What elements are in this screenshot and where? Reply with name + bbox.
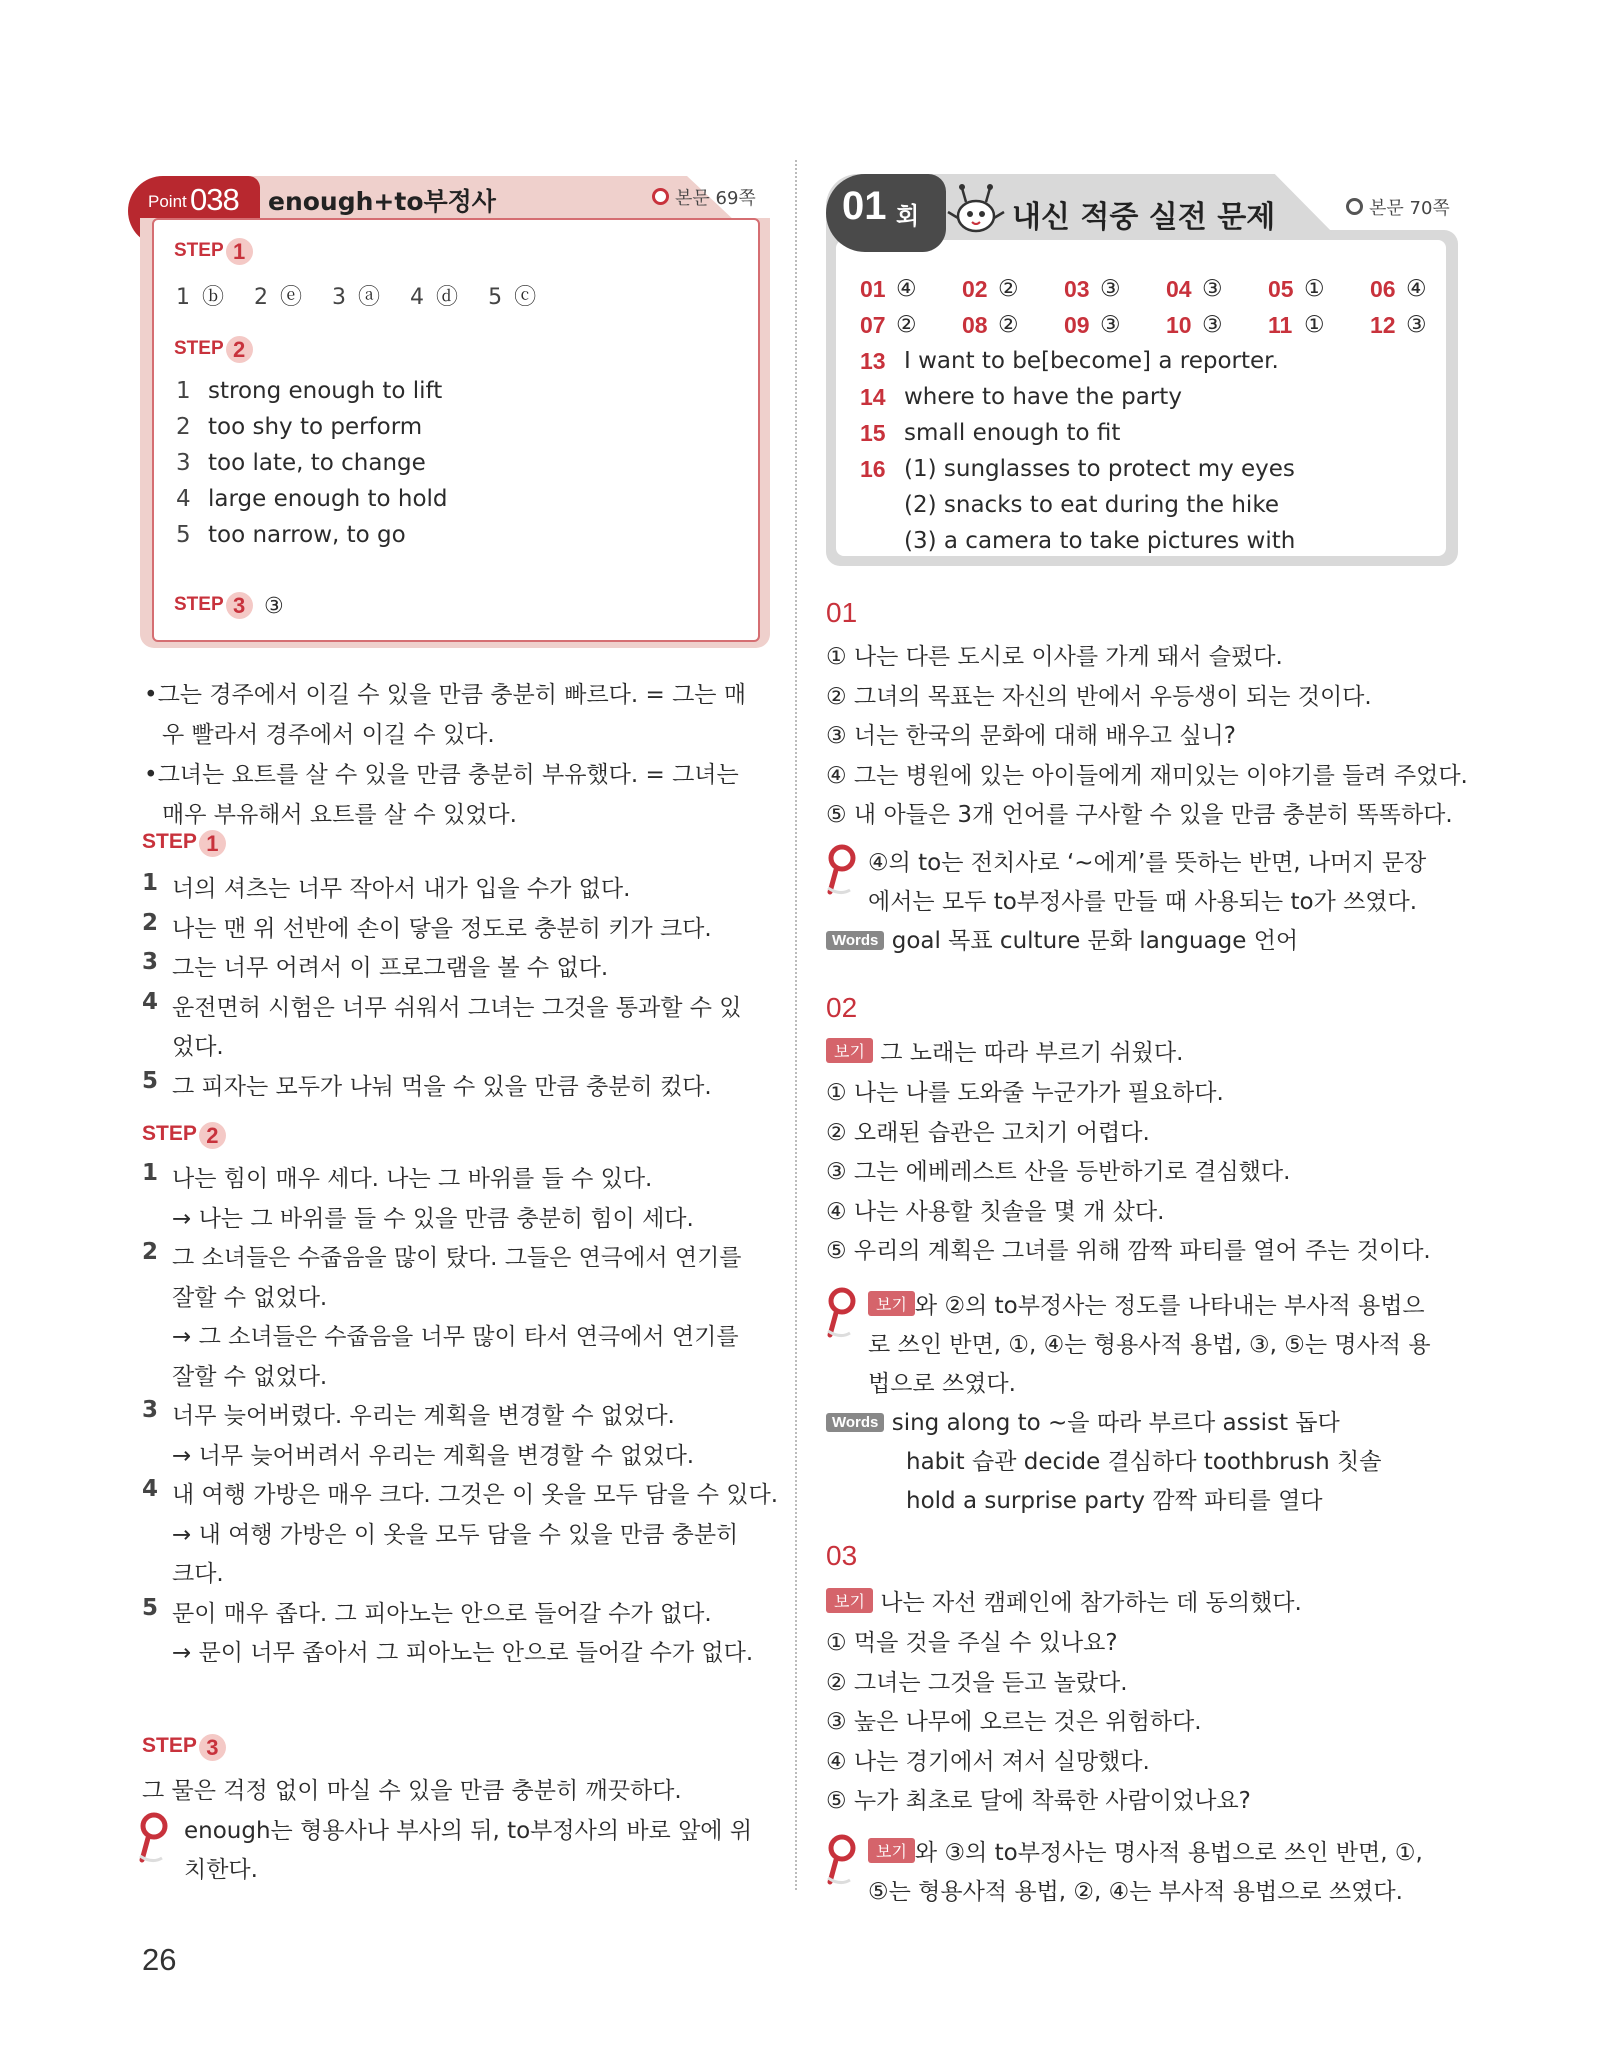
magnifier-tip-icon <box>826 1834 858 1886</box>
answer-key-choice: ① <box>1304 276 1325 302</box>
answer-box-inner <box>152 218 760 642</box>
answer-key-choice: ④ <box>896 276 917 302</box>
bullet-circle-icon <box>1346 198 1363 215</box>
item-text: → 너무 늦어버려서 우리는 계획을 변경할 수 없었다. <box>172 1442 695 1469</box>
question-03-title: 03 <box>826 1540 858 1571</box>
question-03-note-line1: 보기 와 ③의 to부정사는 명사적 용법으로 쓰인 반면, ①, <box>868 1834 1423 1867</box>
item-text: 너무 늦어버렸다. 우리는 계획을 변경할 수 없었다. <box>172 1403 675 1429</box>
page-reference: 본문 70쪽 <box>1346 194 1450 220</box>
answer-number: 3 <box>332 285 347 310</box>
answer-key-choice: ③ <box>1202 312 1223 338</box>
answer-key-number: 05 <box>1268 276 1294 302</box>
item-number: 4 <box>142 1476 159 1502</box>
answer-key-choice: ③ <box>1202 276 1223 302</box>
item-text: 잘할 수 없었다. <box>172 1363 328 1390</box>
question-02-note-line2: 로 쓰인 반면, ①, ④는 형용사적 용법, ③, ⑤는 명사적 용 <box>868 1332 1431 1358</box>
option-line: ④ 그는 병원에 있는 아이들에게 재미있는 이야기를 들려 주었다. <box>826 762 1468 789</box>
question-03-note-line2: ⑤는 형용사적 용법, ②, ④는 부사적 용법으로 쓰였다. <box>868 1879 1403 1905</box>
answer-key-box <box>826 230 1458 566</box>
item-text: 었다. <box>172 1034 224 1060</box>
answer-key-number: 11 <box>1268 312 1293 338</box>
answer-key-choice: ④ <box>1406 276 1427 302</box>
question-03-example: 보기 나는 자선 캠페인에 참가하는 데 동의했다. <box>826 1584 1302 1617</box>
option-line: ③ 높은 나무에 오르는 것은 위험하다. <box>826 1709 1202 1735</box>
answer-key-number: 08 <box>962 312 988 338</box>
answer-key-choice: ① <box>1304 312 1325 338</box>
item-text: 그는 너무 어려서 이 프로그램을 볼 수 없다. <box>172 955 609 981</box>
question-02-words: Words sing along to ~을 따라 부르다 assist 돕다 <box>826 1404 1340 1437</box>
answer-key-choice: ② <box>998 312 1019 338</box>
step2-label: STEP 2 <box>174 336 253 363</box>
answer-key-number: 16 <box>860 456 886 482</box>
mascot-icon <box>944 182 1008 238</box>
option-line: ② 그녀는 그것을 듣고 놀랐다. <box>826 1669 1128 1696</box>
bullet-circle-icon <box>652 188 669 205</box>
item-text: → 문이 너무 좁아서 그 피아노는 안으로 들어갈 수가 없다. <box>172 1640 754 1666</box>
answer-key-text: (2) snacks to eat during the hike <box>904 492 1279 518</box>
step3-label: STEP 3 <box>174 592 253 619</box>
question-02-note-line1: 보기 와 ②의 to부정사는 정도를 나타내는 부사적 용법으 <box>868 1287 1425 1320</box>
bullet-line: •그는 경주에서 이길 수 있을 만큼 충분히 빠르다. = 그는 매 <box>144 682 747 708</box>
answer-key-text: (3) a camera to take pictures with <box>904 528 1296 554</box>
bullet-line: •그녀는 요트를 살 수 있을 만큼 충분히 부유했다. = 그녀는 <box>144 762 739 788</box>
page-reference: 본문 69쪽 <box>652 184 756 210</box>
answer-number: 2 <box>254 285 269 310</box>
step1-heading: STEP 1 <box>142 830 226 857</box>
item-number: 3 <box>142 1397 159 1423</box>
item-text: 나는 힘이 매우 세다. 나는 그 바위를 들 수 있다. <box>172 1166 653 1192</box>
answer-text: large enough to hold <box>208 486 448 512</box>
question-02-example: 보기 그 노래는 따라 부르기 쉬웠다. <box>826 1034 1183 1067</box>
answer-key-inner <box>836 240 1446 556</box>
question-02-words-line3: hold a surprise party 깜짝 파티를 열다 <box>906 1488 1323 1514</box>
option-line: ④ 나는 경기에서 져서 실망했다. <box>826 1748 1150 1775</box>
answer-choice: ⓔ <box>280 285 303 310</box>
answer-key-text: where to have the party <box>904 384 1182 410</box>
item-text: 크다. <box>172 1561 224 1587</box>
item-number: 2 <box>142 909 159 936</box>
point-number: 038 <box>190 182 239 217</box>
answer-box <box>140 218 770 648</box>
answer-key-number: 15 <box>860 420 886 446</box>
answer-choice: ⓐ <box>358 285 381 310</box>
answer-key-text: I want to be[become] a reporter. <box>904 348 1279 374</box>
answer-number: 3 <box>176 450 191 476</box>
item-number: 3 <box>142 949 159 975</box>
step1-label: STEP 1 <box>174 238 253 265</box>
question-01-title: 01 <box>826 597 858 628</box>
option-line: ⑤ 내 아들은 3개 언어를 구사할 수 있을 만큼 충분히 똑똑하다. <box>826 802 1453 828</box>
answer-key-choice: ② <box>896 312 917 338</box>
answer-key-number: 02 <box>962 276 988 302</box>
step2-heading: STEP 2 <box>142 1122 226 1149</box>
item-number: 5 <box>142 1067 159 1094</box>
question-02-title: 02 <box>826 992 858 1023</box>
option-line: ⑤ 우리의 계획은 그녀를 위해 깜짝 파티를 열어 주는 것이다. <box>826 1238 1431 1264</box>
answer-text: too narrow, to go <box>208 522 406 548</box>
answer-key-number: 10 <box>1166 312 1192 338</box>
item-number: 1 <box>142 870 159 896</box>
item-text: → 내 여행 가방은 이 옷을 모두 담을 수 있을 만큼 충분히 <box>172 1521 739 1548</box>
question-01-note-line2: 에서는 모두 to부정사를 만들 때 사용되는 to가 쓰였다. <box>868 889 1418 915</box>
step3-note-line1: enough는 형용사나 부사의 뒤, to부정사의 바로 앞에 위 <box>184 1818 753 1844</box>
answer-choice: ⓑ <box>202 285 225 310</box>
option-line: ② 그녀의 목표는 자신의 반에서 우등생이 되는 것이다. <box>826 683 1372 710</box>
answer-key-choice: ③ <box>1100 276 1121 302</box>
bullet-line: 우 빨라서 경주에서 이길 수 있다. <box>162 722 495 748</box>
answer-key-choice: ② <box>998 276 1019 302</box>
option-line: ③ 그는 에베레스트 산을 등반하기로 결심했다. <box>826 1159 1291 1185</box>
answer-key-number: 12 <box>1370 312 1396 338</box>
point-header <box>142 172 762 224</box>
round-badge <box>826 174 946 252</box>
item-number: 1 <box>142 1160 159 1186</box>
answer-number: 4 <box>176 486 191 512</box>
answer-key-text: small enough to fit <box>904 420 1121 446</box>
point-label: Point <box>148 192 187 211</box>
item-number: 2 <box>142 1239 159 1265</box>
answer-key-number: 03 <box>1064 276 1090 302</box>
item-text: 내 여행 가방은 매우 크다. 그것은 이 옷을 모두 담을 수 있다. <box>172 1482 779 1508</box>
answer-key-number: 06 <box>1370 276 1396 302</box>
option-line: ② 오래된 습관은 고치기 어렵다. <box>826 1119 1150 1146</box>
answer-key-number: 14 <box>860 384 886 410</box>
answer-key-number: 07 <box>860 312 886 338</box>
step3-heading: STEP 3 <box>142 1734 226 1761</box>
answer-key-text: (1) sunglasses to protect my eyes <box>904 456 1295 482</box>
step3-note-line2: 치한다. <box>184 1857 258 1883</box>
item-text: 문이 매우 좁다. 그 피아노는 안으로 들어갈 수가 없다. <box>172 1600 712 1627</box>
exam-title: 내신 적중 실전 문제 <box>1012 200 1276 235</box>
item-text: → 나는 그 바위를 들 수 있을 만큼 충분히 힘이 세다. <box>172 1205 694 1232</box>
answer-number: 4 <box>410 285 425 310</box>
step3-translation: 그 물은 걱정 없이 마실 수 있을 만큼 충분히 깨끗하다. <box>142 1778 682 1804</box>
magnifier-tip-icon <box>826 844 858 896</box>
option-line: ③ 너는 한국의 문화에 대해 배우고 싶니? <box>826 723 1236 749</box>
option-line: ① 나는 나를 도와줄 누군가가 필요하다. <box>826 1080 1224 1106</box>
item-text: 운전면허 시험은 너무 쉬워서 그녀는 그것을 통과할 수 있 <box>172 994 742 1021</box>
question-01-note-line1: ④의 to는 전치사로 ‘~에게’를 뜻하는 반면, 나머지 문장 <box>868 850 1427 876</box>
answer-key-number: 13 <box>860 348 886 374</box>
option-line: ① 나는 다른 도시로 이사를 가게 돼서 슬펐다. <box>826 644 1283 670</box>
answer-number: 5 <box>488 285 503 310</box>
magnifier-tip-icon <box>138 1812 170 1864</box>
answer-number: 1 <box>176 378 191 404</box>
item-text: 너의 셔츠는 너무 작아서 내가 입을 수가 없다. <box>172 876 631 902</box>
bullet-line: 매우 부유해서 요트를 살 수 있었다. <box>162 802 517 828</box>
item-text: 그 피자는 모두가 나눠 먹을 수 있을 만큼 충분히 컸다. <box>172 1073 712 1100</box>
answer-key-choice: ③ <box>1100 312 1121 338</box>
answer-key-number: 09 <box>1064 312 1090 338</box>
answer-text: too late, to change <box>208 450 426 476</box>
column-divider <box>795 160 797 1890</box>
magnifier-tip-icon <box>826 1287 858 1339</box>
page-number: 26 <box>142 1942 177 1977</box>
answer-text: too shy to perform <box>208 414 423 440</box>
answer-text: strong enough to lift <box>208 378 443 404</box>
answer-key-number: 04 <box>1166 276 1192 302</box>
answer-key-number: 01 <box>860 276 886 302</box>
round-number: 01 <box>842 184 887 228</box>
item-text: → 그 소녀들은 수줍음을 너무 많이 타서 연극에서 연기를 <box>172 1324 739 1350</box>
item-number: 5 <box>142 1594 159 1621</box>
point-title: enough+to부정사 <box>268 187 496 216</box>
step1-answers <box>176 280 536 311</box>
item-text: 나는 맨 위 선반에 손이 닿을 정도로 충분히 키가 크다. <box>172 915 712 942</box>
option-line: ① 먹을 것을 주실 수 있나요? <box>826 1630 1118 1656</box>
round-suffix: 회 <box>896 202 920 230</box>
question-01-words: Words goal 목표 culture 문화 language 언어 <box>826 922 1298 955</box>
item-number: 4 <box>142 988 159 1015</box>
step3-answer: ③ <box>264 594 284 619</box>
question-02-note-line3: 법으로 쓰였다. <box>868 1371 1016 1397</box>
item-text: 그 소녀들은 수줍음을 많이 탔다. 그들은 연극에서 연기를 <box>172 1245 742 1271</box>
item-text: 잘할 수 없었다. <box>172 1284 328 1311</box>
answer-number: 2 <box>176 414 191 440</box>
answer-number: 1 <box>176 285 190 310</box>
answer-key-choice: ③ <box>1406 312 1427 338</box>
answer-number: 5 <box>176 522 191 548</box>
option-line: ④ 나는 사용할 칫솔을 몇 개 샀다. <box>826 1198 1165 1225</box>
answer-choice: ⓒ <box>514 285 537 310</box>
question-02-words-line2: habit 습관 decide 결심하다 toothbrush 칫솔 <box>906 1449 1382 1475</box>
answer-choice: ⓓ <box>436 285 459 310</box>
option-line: ⑤ 누가 최초로 달에 착륙한 사람이었나요? <box>826 1788 1251 1814</box>
